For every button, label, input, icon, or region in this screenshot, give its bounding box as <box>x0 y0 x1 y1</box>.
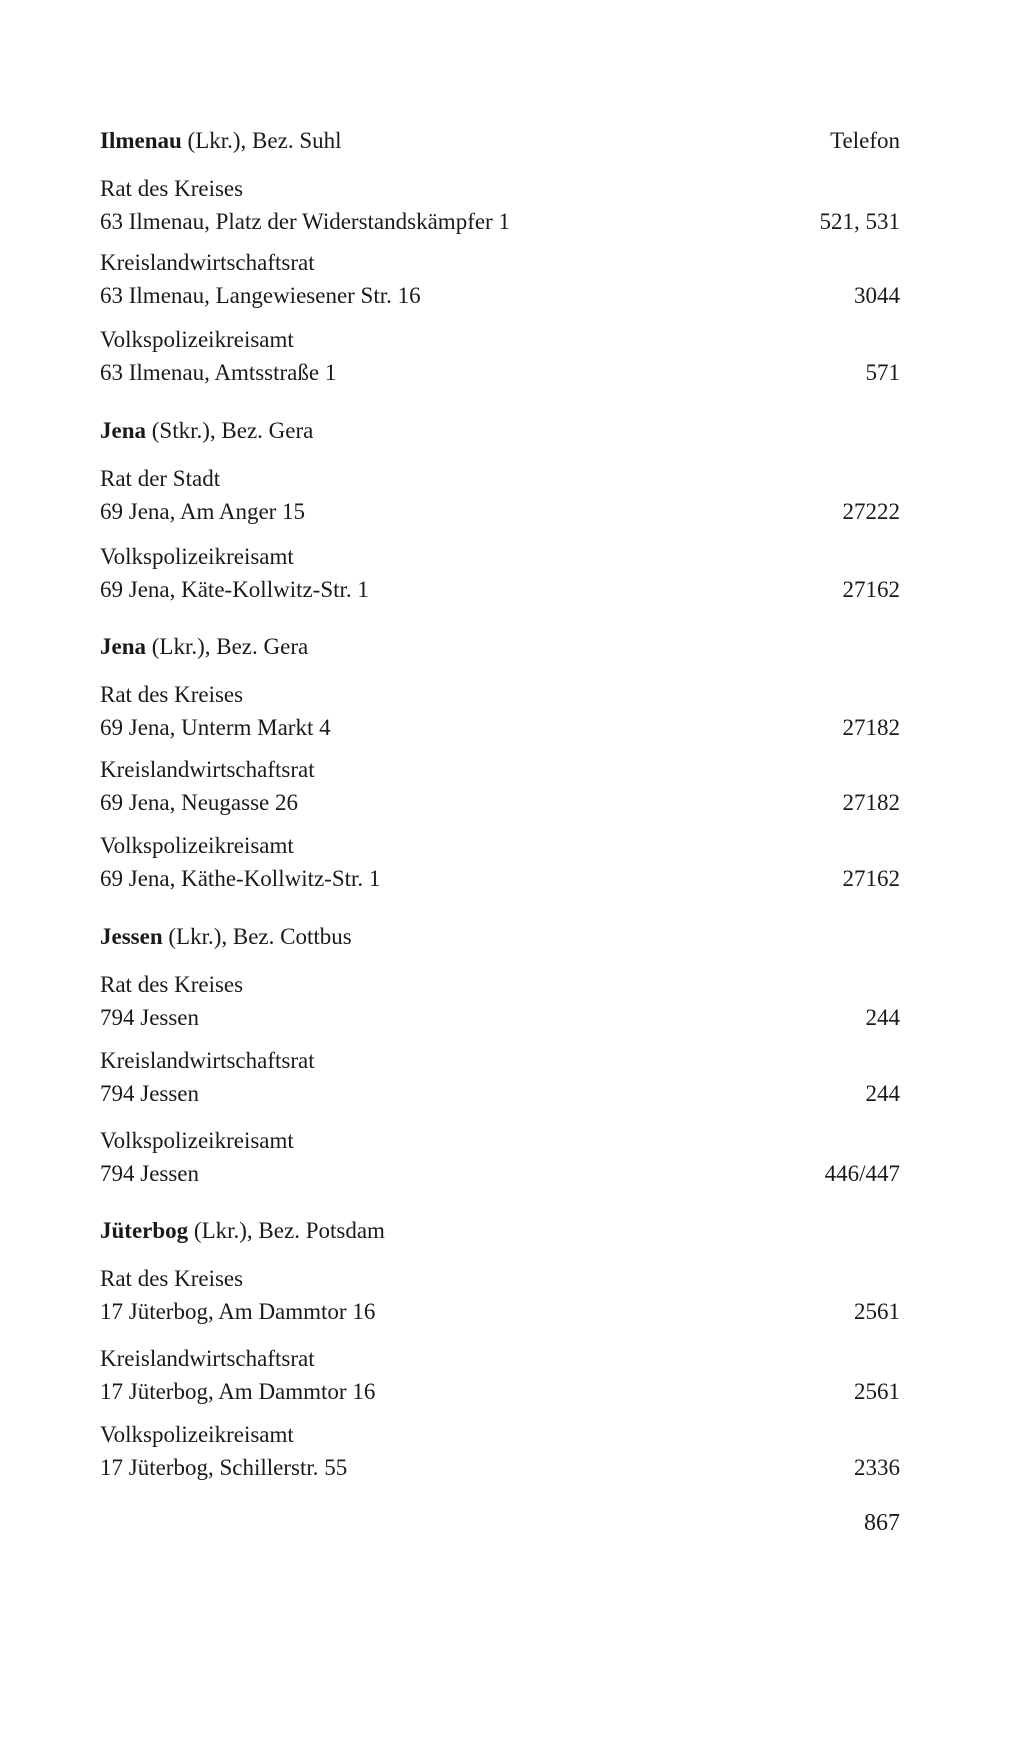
entry-phone: 244 <box>865 1081 900 1106</box>
section-heading <box>100 920 900 954</box>
entry-name: Rat des Kreises <box>100 1266 244 1291</box>
section-heading <box>100 1214 900 1248</box>
page-number: 867 <box>864 1510 900 1536</box>
entry-address: 69 Jena, Käte-Kollwitz-Str. 1 <box>100 577 369 602</box>
entry-name: Rat des Kreises <box>100 682 244 707</box>
entry-phone: 2561 <box>854 1379 900 1404</box>
place-name: Jena <box>100 634 146 659</box>
entry-name: Kreislandwirtschaftsrat <box>100 250 315 275</box>
entry-address-row <box>100 1295 900 1329</box>
entry-phone: 446/447 <box>824 1161 900 1186</box>
entry-name: Kreislandwirtschaftsrat <box>100 1048 315 1073</box>
entry-address-row <box>100 1077 900 1111</box>
entry-name: Volkspolizeikreisamt <box>100 833 294 858</box>
entry-address-row <box>100 573 900 607</box>
entry-address-row <box>100 862 900 896</box>
entry-name: Volkspolizeikreisamt <box>100 1422 294 1447</box>
section-heading <box>100 124 900 158</box>
place-detail: (Lkr.), Bez. Potsdam <box>188 1218 385 1243</box>
entry-phone: 27222 <box>842 499 900 524</box>
place-name: Ilmenau <box>100 128 182 153</box>
telefon-header: Telefon <box>830 128 900 153</box>
entry-name: Volkspolizeikreisamt <box>100 544 294 569</box>
entry-name: Kreislandwirtschaftsrat <box>100 757 315 782</box>
entry-address-row <box>100 356 900 390</box>
entry-address: 69 Jena, Neugasse 26 <box>100 790 299 815</box>
entry-phone: 3044 <box>854 283 900 308</box>
entry-address-row <box>100 1157 900 1191</box>
entry-name: Volkspolizeikreisamt <box>100 327 294 352</box>
entry-name: Kreislandwirtschaftsrat <box>100 1346 315 1371</box>
section-heading <box>100 414 900 448</box>
place-name: Jessen <box>100 924 163 949</box>
entry-address: 63 Ilmenau, Langewiesener Str. 16 <box>100 283 421 308</box>
entry-phone: 521, 531 <box>819 209 900 234</box>
entry-phone: 2561 <box>854 1299 900 1324</box>
entry-address: 17 Jüterbog, Am Dammtor 16 <box>100 1379 376 1404</box>
entry-address: 794 Jessen <box>100 1161 200 1186</box>
place-detail: (Lkr.), Bez. Cottbus <box>162 924 352 949</box>
entry-name: Rat der Stadt <box>100 466 221 491</box>
entry-address: 69 Jena, Käthe-Kollwitz-Str. 1 <box>100 866 381 891</box>
entry-address-row <box>100 1001 900 1035</box>
entry-address: 794 Jessen <box>100 1005 200 1030</box>
entry-name: Rat des Kreises <box>100 972 244 997</box>
entry-address: 794 Jessen <box>100 1081 200 1106</box>
place-detail: (Lkr.), Bez. Gera <box>146 634 309 659</box>
entry-address: 17 Jüterbog, Schillerstr. 55 <box>100 1455 348 1480</box>
entry-address: 63 Ilmenau, Amtsstraße 1 <box>100 360 337 385</box>
entry-address: 63 Ilmenau, Platz der Widerstandskämpfer 1 <box>100 209 510 234</box>
entry-phone: 27182 <box>842 790 900 815</box>
entry-address-row <box>100 205 900 239</box>
entry-address-row <box>100 1451 900 1485</box>
place-detail: (Stkr.), Bez. Gera <box>146 418 314 443</box>
entry-address: 69 Jena, Am Anger 15 <box>100 499 306 524</box>
entry-phone: 244 <box>865 1005 900 1030</box>
entry-phone: 27182 <box>842 715 900 740</box>
entry-address-row <box>100 495 900 529</box>
entry-phone: 2336 <box>854 1455 900 1480</box>
entry-phone: 571 <box>865 360 900 385</box>
entry-address-row <box>100 786 900 820</box>
section-heading <box>100 630 900 664</box>
entry-phone: 27162 <box>842 577 900 602</box>
entry-address-row <box>100 1375 900 1409</box>
entry-address-row <box>100 711 900 745</box>
entry-address: 17 Jüterbog, Am Dammtor 16 <box>100 1299 376 1324</box>
place-name: Jüterbog <box>100 1218 189 1243</box>
place-detail: (Lkr.), Bez. Suhl <box>181 128 342 153</box>
entry-address: 69 Jena, Unterm Markt 4 <box>100 715 331 740</box>
place-name: Jena <box>100 418 146 443</box>
entry-address-row <box>100 279 900 313</box>
entry-phone: 27162 <box>842 866 900 891</box>
entry-name: Rat des Kreises <box>100 176 244 201</box>
entry-name: Volkspolizeikreisamt <box>100 1128 294 1153</box>
